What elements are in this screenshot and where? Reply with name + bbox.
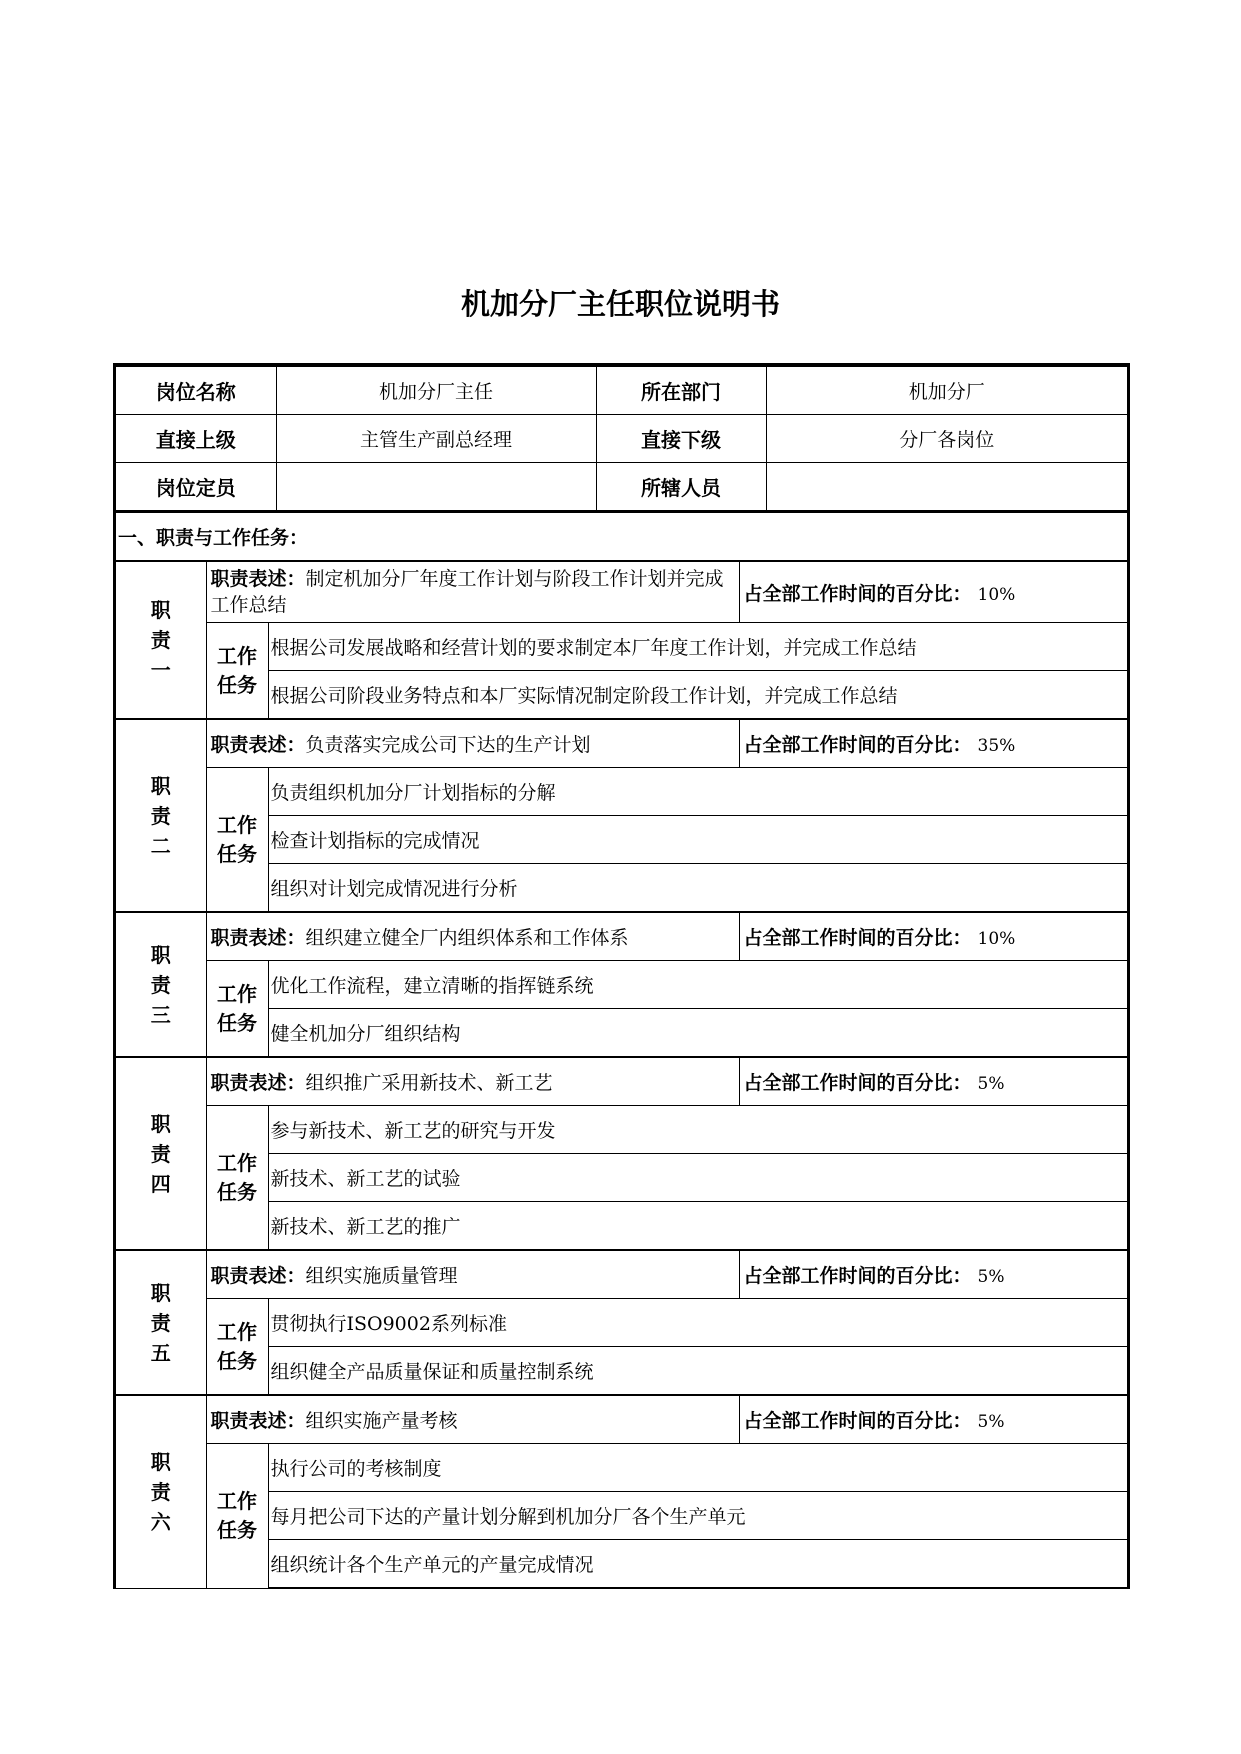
- task-header-text: 任务: [217, 1179, 257, 1204]
- duty-number: [116, 1058, 206, 1250]
- duty-statement: [206, 1396, 739, 1444]
- task-item: 参与新技术、新工艺的研究与开发: [268, 1106, 1127, 1154]
- time-percentage-value: 5%: [977, 1412, 1005, 1432]
- duty-number-char: 二: [150, 833, 171, 858]
- task-item: 执行公司的考核制度: [268, 1444, 1127, 1492]
- duty-block: [116, 561, 1127, 719]
- time-percentage: [739, 913, 1127, 961]
- time-percentage-label: 占全部工作时间的百分比：: [743, 1072, 972, 1094]
- job-description-form: [113, 363, 1130, 1589]
- task-item: 组织统计各个生产单元的产量完成情况: [268, 1540, 1127, 1589]
- duty-number-char: 职: [150, 942, 171, 967]
- duty-number-char: 六: [150, 1509, 171, 1534]
- duty-number-char: 责: [150, 1479, 171, 1504]
- time-percentage-value: 10%: [977, 929, 1016, 949]
- task-header-text: 任务: [217, 1010, 257, 1035]
- time-percentage-label: 占全部工作时间的百分比：: [743, 1410, 972, 1432]
- time-percentage-value: 35%: [977, 736, 1016, 756]
- duty-number-char: 责: [150, 1141, 171, 1166]
- duty-number: [116, 1396, 206, 1589]
- info-row: [116, 463, 1127, 512]
- task-header-text: 任务: [217, 672, 257, 697]
- duty-number-char: 四: [150, 1171, 171, 1196]
- time-percentage-label: 占全部工作时间的百分比：: [743, 582, 972, 605]
- duty-statement: [206, 562, 739, 623]
- time-percentage: [739, 562, 1127, 623]
- task-item: 优化工作流程，建立清晰的指挥链系统: [268, 961, 1127, 1009]
- task-header-text: 工作: [217, 1150, 257, 1175]
- duty-number-char: 职: [150, 773, 171, 798]
- task-row: [116, 816, 1127, 864]
- duty-block: [116, 1250, 1127, 1395]
- staff-label: 所辖人员: [596, 463, 766, 512]
- duty-number-char: 五: [150, 1340, 171, 1365]
- task-row: [116, 1444, 1127, 1492]
- duty-statement-text: 组织实施质量管理: [305, 1265, 458, 1287]
- duty-statement: [206, 913, 739, 961]
- task-header: [206, 623, 268, 719]
- task-row: [116, 671, 1127, 719]
- task-item: 新技术、新工艺的推广: [268, 1202, 1127, 1250]
- duty-statement-row: [116, 720, 1127, 768]
- duty-statement-row: [116, 1058, 1127, 1106]
- time-percentage: [739, 1058, 1127, 1106]
- superior-value: 主管生产副总经理: [276, 415, 596, 463]
- duty-block: [116, 912, 1127, 1057]
- duty-number-char: 职: [150, 1111, 171, 1136]
- task-header-text: 工作: [217, 643, 257, 668]
- task-row: [116, 961, 1127, 1009]
- time-percentage: [739, 1251, 1127, 1299]
- time-percentage-value: 5%: [977, 1267, 1005, 1287]
- duty-statement: [206, 1058, 739, 1106]
- duty-statement-row: [116, 562, 1127, 623]
- headcount-label: 岗位定员: [116, 463, 276, 512]
- section-title: 一、职责与工作任务：: [116, 513, 1127, 561]
- duty-statement-text: 组织实施产量考核: [305, 1410, 458, 1432]
- task-header-text: 工作: [217, 981, 257, 1006]
- duty-number-char: 三: [150, 1002, 171, 1027]
- duty-number: [116, 720, 206, 912]
- duty-statement: [206, 720, 739, 768]
- duty-number: [116, 913, 206, 1057]
- basic-info-table: [116, 366, 1127, 513]
- task-item: 检查计划指标的完成情况: [268, 816, 1127, 864]
- task-item: 根据公司发展战略和经营计划的要求制定本厂年度工作计划，并完成工作总结: [268, 623, 1127, 671]
- task-row: [116, 1492, 1127, 1540]
- position-name-value: 机加分厂主任: [276, 367, 596, 415]
- duty-number-char: 职: [150, 598, 171, 622]
- task-header: [206, 1444, 268, 1589]
- time-percentage-value: 10%: [977, 584, 1016, 605]
- duty-statement-text: 负责落实完成公司下达的生产计划: [305, 734, 591, 756]
- task-header-text: 工作: [217, 812, 257, 837]
- task-header: [206, 1299, 268, 1395]
- duty-number: [116, 562, 206, 719]
- duty-statement: [206, 1251, 739, 1299]
- duty-number-char: 一: [150, 658, 171, 682]
- superior-label: 直接上级: [116, 415, 276, 463]
- task-header-text: 工作: [217, 1319, 257, 1344]
- task-item: 每月把公司下达的产量计划分解到机加分厂各个生产单元: [268, 1492, 1127, 1540]
- duty-block: [116, 1057, 1127, 1250]
- task-row: [116, 1540, 1127, 1589]
- department-value: 机加分厂: [766, 367, 1127, 415]
- duty-statement-text: 组织建立健全厂内组织体系和工作体系: [305, 927, 629, 949]
- task-item: 贯彻执行ISO9002系列标准: [268, 1299, 1127, 1347]
- task-row: [116, 1009, 1127, 1057]
- task-row: [116, 768, 1127, 816]
- duty-number-char: 责: [150, 1310, 171, 1335]
- duty-number-char: 职: [150, 1449, 171, 1474]
- duty-statement-label: 职责表述：: [210, 927, 306, 949]
- task-header-text: 工作: [217, 1488, 257, 1513]
- duty-statement-label: 职责表述：: [210, 1072, 306, 1094]
- task-header: [206, 768, 268, 912]
- task-item: 健全机加分厂组织结构: [268, 1009, 1127, 1057]
- duty-number-char: 责: [150, 972, 171, 997]
- subordinate-value: 分厂各岗位: [766, 415, 1127, 463]
- duties-container: [116, 561, 1127, 1589]
- task-row: [116, 623, 1127, 671]
- department-label: 所在部门: [596, 367, 766, 415]
- section-header: [116, 513, 1127, 561]
- duty-number: [116, 1251, 206, 1395]
- duty-number-char: 责: [150, 803, 171, 828]
- task-header-text: 任务: [217, 841, 257, 866]
- duty-statement-row: [116, 1396, 1127, 1444]
- duty-statement-text: 制定机加分厂年度工作计划与阶段工作计划并完成工作总结: [210, 568, 724, 616]
- time-percentage: [739, 720, 1127, 768]
- duty-block: [116, 1395, 1127, 1589]
- task-item: 负责组织机加分厂计划指标的分解: [268, 768, 1127, 816]
- duty-number-char: 职: [150, 1280, 171, 1305]
- info-row: [116, 367, 1127, 415]
- position-name-label: 岗位名称: [116, 367, 276, 415]
- task-row: [116, 1202, 1127, 1250]
- duty-statement-row: [116, 1251, 1127, 1299]
- duty-statement-row: [116, 913, 1127, 961]
- duty-statement-text: 组织推广采用新技术、新工艺: [305, 1072, 553, 1094]
- task-header: [206, 961, 268, 1057]
- task-row: [116, 864, 1127, 912]
- page-title: 机加分厂主任职位说明书: [460, 287, 780, 321]
- staff-value: [766, 463, 1127, 512]
- duty-block: [116, 719, 1127, 912]
- duty-statement-label: 职责表述：: [210, 568, 306, 590]
- headcount-value: [276, 463, 596, 512]
- time-percentage-label: 占全部工作时间的百分比：: [743, 734, 972, 756]
- task-header-text: 任务: [217, 1517, 257, 1542]
- task-header: [206, 1106, 268, 1250]
- task-item: 组织对计划完成情况进行分析: [268, 864, 1127, 912]
- info-row: [116, 415, 1127, 463]
- task-row: [116, 1154, 1127, 1202]
- duty-statement-label: 职责表述：: [210, 1265, 306, 1287]
- duty-number-char: 责: [150, 628, 171, 652]
- task-item: 组织健全产品质量保证和质量控制系统: [268, 1347, 1127, 1395]
- time-percentage: [739, 1396, 1127, 1444]
- task-row: [116, 1347, 1127, 1395]
- task-row: [116, 1106, 1127, 1154]
- task-header-text: 任务: [217, 1348, 257, 1373]
- task-row: [116, 1299, 1127, 1347]
- task-item: 新技术、新工艺的试验: [268, 1154, 1127, 1202]
- time-percentage-label: 占全部工作时间的百分比：: [743, 927, 972, 949]
- task-item: 根据公司阶段业务特点和本厂实际情况制定阶段工作计划，并完成工作总结: [268, 671, 1127, 719]
- duty-statement-label: 职责表述：: [210, 1410, 306, 1432]
- time-percentage-value: 5%: [977, 1074, 1005, 1094]
- time-percentage-label: 占全部工作时间的百分比：: [743, 1265, 972, 1287]
- subordinate-label: 直接下级: [596, 415, 766, 463]
- duty-statement-label: 职责表述：: [210, 734, 306, 756]
